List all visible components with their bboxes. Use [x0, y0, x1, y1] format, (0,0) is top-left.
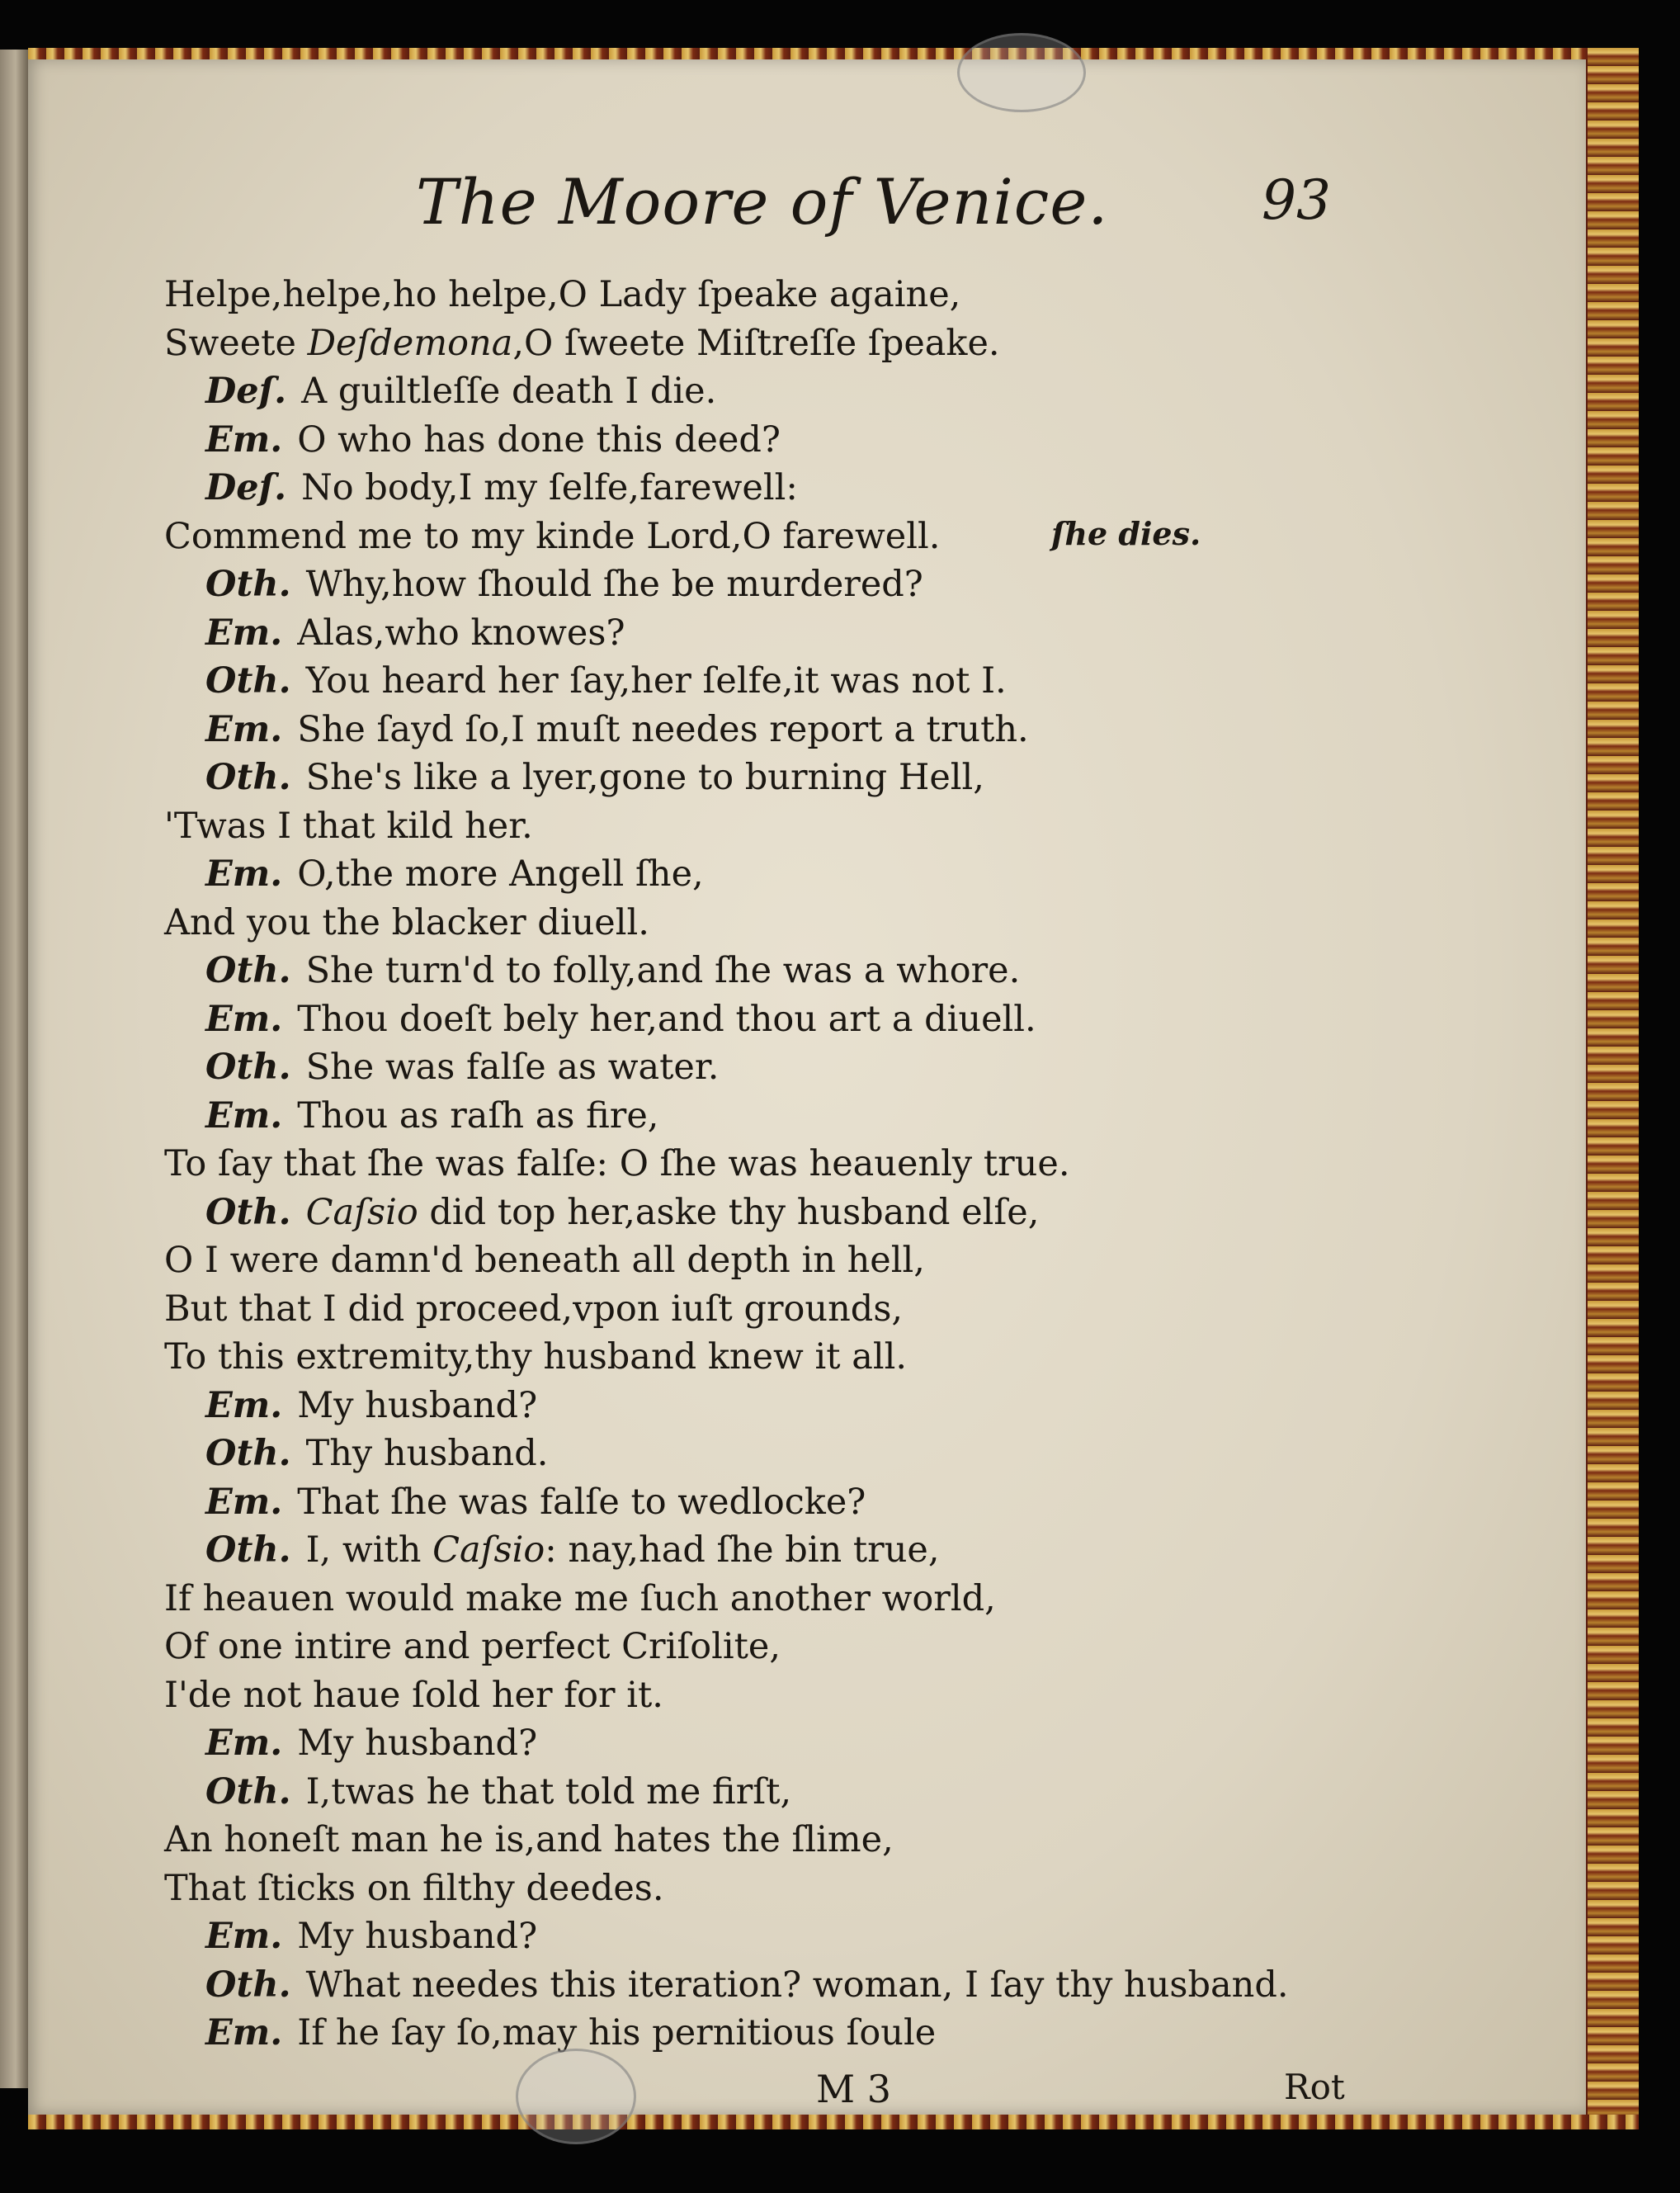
text-line — [205, 709, 1029, 750]
text-line — [205, 1433, 548, 1474]
text-line — [164, 806, 533, 847]
speaker-prefix: Em. — [205, 1384, 283, 1426]
verse-text: A guiltleſſe death I die. — [301, 371, 717, 412]
text-line — [205, 1964, 1289, 2006]
verse-text: If heauen would make me ſuch another world, — [164, 1577, 996, 1619]
text-line — [205, 660, 1007, 702]
speaker-prefix: Oth. — [205, 1047, 291, 1088]
speaker-prefix: Em. — [205, 1481, 283, 1523]
verse-text: My husband? — [297, 1384, 538, 1426]
verse-text: That ſhe was falſe to wedlocke? — [297, 1481, 866, 1523]
stage-direction: ſhe dies. — [1051, 515, 1201, 552]
text-line — [164, 1675, 663, 1716]
verse-text: And you the blacker diuell. — [164, 901, 649, 943]
verse-text: 'Twas I that kild her. — [164, 805, 533, 847]
verse-text: You heard her ſay,her ſelfe,it was not I. — [305, 660, 1007, 702]
gilt-edge-top — [28, 48, 1639, 59]
speaker-prefix: Oth. — [205, 1964, 291, 2006]
binding-board — [28, 48, 1639, 2129]
verse-text: Why,how ſhould ſhe be murdered? — [305, 564, 923, 605]
verse-text: O I were damn'd beneath all depth in hell, — [164, 1240, 925, 1281]
verse-text: Alas,who knowes? — [297, 612, 625, 654]
verse-text: She was falſe as water. — [305, 1047, 720, 1088]
verse-text: If he ſay ſo,may his pernitious ſoule — [297, 2012, 937, 2054]
text-line — [164, 323, 1000, 364]
verse-text: did top her,aske thy husband elſe, — [418, 1191, 1040, 1233]
text-line — [205, 1095, 658, 1137]
verse-text: Commend me to my kinde Lord,O farewell. — [164, 515, 941, 557]
italic-name: Deſdemona — [307, 322, 513, 364]
speaker-prefix: Oth. — [205, 950, 291, 991]
text-line — [164, 1819, 894, 1860]
text-line — [205, 1385, 537, 1426]
speaker-prefix: Em. — [205, 853, 283, 895]
text-line — [205, 467, 798, 508]
previous-page-edge — [0, 50, 28, 2088]
page-number: 93 — [1262, 168, 1331, 232]
page-text — [28, 59, 1586, 2115]
text-line — [164, 516, 940, 557]
verse-text: Sweete — [164, 322, 308, 364]
gilt-edge-bottom — [28, 2115, 1639, 2129]
speaker-prefix: Em. — [205, 708, 283, 750]
verse-text: An honeſt man he is,and hates the ſlime, — [164, 1819, 894, 1860]
gilt-edge-right — [1588, 48, 1639, 2129]
text-line — [205, 999, 1036, 1040]
text-line — [205, 2012, 936, 2054]
text-line — [205, 853, 704, 895]
text-line — [205, 1529, 940, 1571]
speaker-prefix: Deſ. — [205, 467, 287, 508]
speaker-prefix: Oth. — [205, 1529, 291, 1571]
speaker-prefix: Em. — [205, 418, 283, 461]
text-line — [205, 1723, 537, 1764]
text-line — [205, 564, 923, 605]
verse-text: My husband? — [297, 1723, 538, 1764]
text-line — [205, 757, 984, 798]
text-line — [205, 1916, 537, 1957]
speaker-prefix: Em. — [205, 612, 283, 654]
verse-text: She turn'd to folly,and ſhe was a whore. — [305, 950, 1021, 991]
text-line — [164, 274, 960, 315]
speaker-prefix: Oth. — [205, 564, 291, 605]
speaker-prefix: Oth. — [205, 757, 291, 798]
text-line — [164, 1143, 1070, 1184]
speaker-prefix: Em. — [205, 1094, 283, 1137]
speaker-prefix: Oth. — [205, 1191, 291, 1233]
verse-text: No body,I my ſelfe,farewell: — [301, 467, 798, 508]
text-line — [205, 950, 1020, 991]
speaker-prefix: Oth. — [205, 660, 291, 702]
speaker-prefix: Oth. — [205, 1770, 291, 1813]
speaker-prefix: Deſ. — [205, 371, 287, 412]
text-line — [205, 1771, 791, 1813]
italic-name: Caſsio — [432, 1529, 545, 1571]
signature-mark: M 3 — [816, 2067, 891, 2111]
text-line — [205, 1482, 866, 1523]
text-line — [164, 1288, 903, 1330]
verse-text: To ſay that ſhe was falſe: O ſhe was heauenly true. — [164, 1143, 1070, 1184]
running-title: The Moore of Venice. — [416, 165, 1109, 239]
verse-text: O,the more Angell ſhe, — [297, 853, 704, 895]
text-line — [205, 419, 781, 461]
speaker-prefix: Em. — [205, 2012, 283, 2054]
page-clip-top — [957, 33, 1086, 112]
verse-text: : nay,had ſhe bin true, — [545, 1529, 940, 1571]
text-line — [164, 1336, 907, 1378]
verse-text: I,twas he that told me firſt, — [305, 1770, 792, 1813]
verse-text: She's like a lyer,gone to burning Hell, — [305, 757, 984, 798]
verse-text: Helpe,helpe,ho helpe,O Lady ſpeake againe, — [164, 274, 961, 315]
verse-text: I'de not haue ſold her for it. — [164, 1674, 663, 1716]
verse-text: O who has done this deed? — [297, 418, 781, 461]
verse-text: She ſayd ſo,I muſt needes report a truth. — [297, 708, 1029, 750]
verse-text: Of one intire and perfect Criſolite, — [164, 1626, 781, 1667]
verse-text: I, with — [305, 1529, 433, 1571]
verse-text: ,O ſweete Miſtreſſe ſpeake. — [512, 322, 1000, 364]
page-clip-bottom — [516, 2049, 636, 2144]
speaker-prefix: Em. — [205, 1723, 283, 1764]
text-line — [164, 1626, 781, 1667]
italic-name: Caſsio — [305, 1191, 418, 1233]
verse-text: To this extremity,thy husband knew it all. — [164, 1336, 908, 1378]
text-line — [164, 1578, 996, 1619]
catchword: Rot — [1284, 2067, 1345, 2107]
verse-text: Thou as raſh as fire, — [297, 1094, 659, 1137]
verse-text: But that I did proceed,vpon iuſt grounds, — [164, 1288, 904, 1330]
speaker-prefix: Oth. — [205, 1433, 291, 1474]
verse-text: My husband? — [297, 1916, 538, 1957]
speaker-prefix: Em. — [205, 998, 283, 1040]
text-line — [164, 1868, 664, 1909]
verse-text: Thy husband. — [305, 1433, 549, 1474]
text-line — [205, 371, 716, 412]
verse-text: That ſticks on filthy deedes. — [164, 1867, 664, 1909]
speaker-prefix: Em. — [205, 1916, 283, 1957]
text-line — [205, 1192, 1039, 1233]
text-line — [205, 612, 625, 654]
book-page — [28, 59, 1586, 2115]
verse-text: Thou doeſt bely her,and thou art a diuell. — [297, 998, 1036, 1040]
text-line — [164, 1240, 925, 1281]
verse-text: What needes this iteration? woman, I ſay thy husband. — [305, 1964, 1289, 2006]
text-line — [164, 902, 649, 943]
text-line — [205, 1047, 719, 1088]
